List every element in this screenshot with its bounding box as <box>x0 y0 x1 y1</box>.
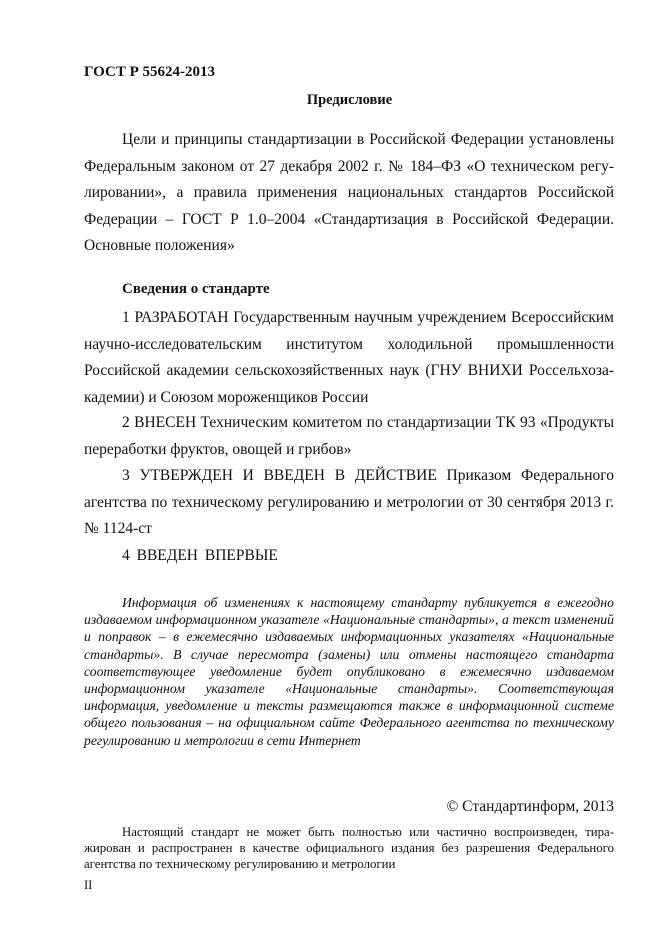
foreword-title: Предисловие <box>306 92 393 108</box>
standard-info-item-1: 1 РАЗРАБОТАН Государственным научным учреждением Всероссийским научно-исследовательским институтом холодильной промышленности Российской академии сельскохозяйственных наук (ГНУ ВНИХИ Россельхозакадемии) и Союзом мороженщиков России <box>84 309 614 406</box>
standard-info-title: Сведения о стандарте <box>122 281 270 297</box>
reproduction-legal-note: Настоящий стандарт не может быть полностью или частично воспроизведен, тиражирован и распространен в качестве официального издания без разрешения Федерального агентства по техническому регулированию и метрологии <box>84 825 614 871</box>
standard-info-item-4: 4 ВВЕДЕН ВПЕРВЫЕ <box>122 547 278 564</box>
standard-info-item-2: 2 ВНЕСЕН Техническим комитетом по стандартизации ТК 93 «Продукты переработки фруктов, овощей и грибов» <box>84 414 614 458</box>
amendments-info-note: Информация об изменениях к настоящему стандарту публикуется в ежегодно издаваемом информационном указателе «Национальные стандарты», а текст изменений и поправок – в ежемесячно издаваемых информационных указателях «Национальные стандарты». В случае пересмотра (замены) или отмены настоящего стандарта соответствующее уведомление будет опубликовано в ежемесячно издаваемом информационном указателе «Национальные стандарты». Соответствующая информация, уведомление и тексты размещаются также в информационной системе общего пользования – на официальном сайте Федерального агентства по техническому регулированию и метрологии в сети Интернет <box>84 595 614 748</box>
foreword-intro-paragraph: Цели и принципы стандартизации в Российской Федерации установлены Федеральным законом от 27 декабря 2002 г. № 184–ФЗ «О техническом регулировании», а правила применения национальных стандартов Российской Федерации – ГОСТ Р 1.0–2004 «Стандартизация в Российской Федерации. Основные положения» <box>84 131 614 254</box>
document-id: ГОСТ Р 55624-2013 <box>84 64 216 80</box>
standard-info-item-3: 3 УТВЕРЖДЕН И ВВЕДЕН В ДЕЙСТВИЕ Приказом Федерального агентства по техническому регулированию и метрологии от 30 сентября 2013 г. № 1124-ст <box>84 467 614 537</box>
copyright-notice: © Стандартинформ, 2013 <box>446 798 614 815</box>
page-number: II <box>84 878 93 892</box>
